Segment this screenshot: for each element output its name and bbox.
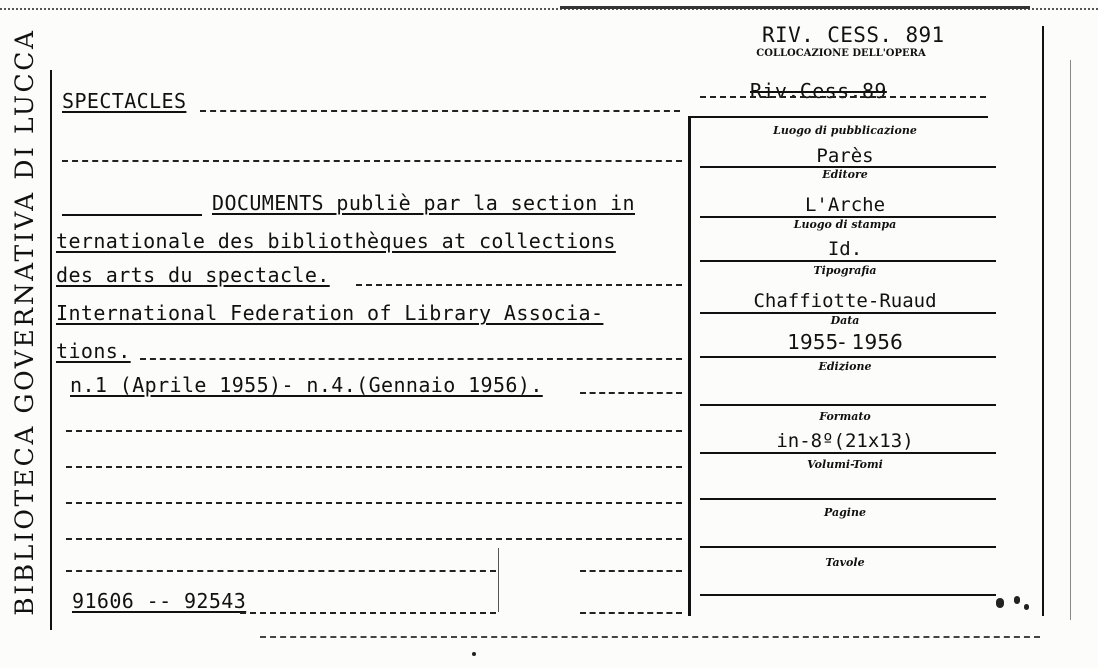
blank-rule-1: [62, 160, 682, 162]
heading-rule: [200, 110, 680, 112]
blank-rule-7: [580, 570, 682, 572]
field-rule-9: [700, 546, 996, 548]
scan-speck: [1024, 604, 1029, 610]
line-5-rule: [140, 358, 682, 360]
right-panel-top-border: [688, 116, 988, 118]
heading-rule-right: [700, 96, 986, 98]
scan-speck: [996, 598, 1004, 608]
field-rule-8: [700, 498, 996, 500]
entry-line-6: n.1 (Aprile 1955)- n.4.(Gennaio 1956).: [70, 373, 543, 397]
inventory-rule: [240, 612, 496, 614]
field-label-plates: Tavole: [825, 556, 865, 569]
field-label-publisher: Editore: [822, 168, 868, 181]
bottom-edge-noise: [260, 636, 1040, 638]
overstruck-call-number: Riv.Cess.89: [750, 79, 887, 103]
blank-rule-6: [66, 570, 496, 572]
field-label-printer: Tipografia: [813, 264, 877, 277]
field-label-publication-place: Luogo di pubblicazione: [773, 124, 917, 137]
field-rule-10: [700, 594, 996, 596]
inventory-divider: [498, 548, 499, 612]
top-edge-line: [560, 6, 1030, 9]
field-rule-5: [700, 356, 996, 358]
field-value-printer: Chaffiotte-Ruaud: [753, 290, 937, 312]
blank-rule-2: [66, 430, 682, 432]
blank-rule-5: [66, 538, 682, 540]
field-label-volumes: Volumi-Tomi: [807, 458, 883, 471]
inventory-rule-right: [580, 612, 682, 614]
field-rule-3: [700, 260, 996, 262]
field-label-date: Data: [830, 314, 860, 327]
inventory-numbers: 91606 -- 92543: [72, 589, 247, 613]
line-3-rule: [356, 284, 682, 286]
field-label-edition: Edizione: [818, 360, 872, 373]
line-6-rule: [580, 392, 682, 394]
field-rule-6: [700, 404, 996, 406]
right-edge-noise: [1070, 60, 1071, 620]
card-right-border: [1042, 26, 1044, 616]
field-rule-7: [700, 452, 996, 454]
field-value-printing-place: Id.: [827, 238, 863, 260]
entry-line-2: ternationale des bibliothèques at collections: [56, 229, 616, 253]
blank-rule-3: [66, 466, 682, 468]
author-blank-rule: [62, 214, 202, 216]
entry-heading: SPECTACLES: [62, 89, 187, 113]
blank-rule-4: [66, 502, 682, 504]
field-label-pages: Pagine: [824, 506, 866, 519]
call-number: RIV. CESS. 891: [762, 23, 945, 47]
field-label-printing-place: Luogo di stampa: [793, 218, 897, 231]
scan-speck: [472, 652, 476, 656]
field-value-publication-place: Parès: [816, 145, 874, 167]
entry-line-4: International Federation of Library Associa-: [56, 301, 604, 325]
right-panel-left-border: [688, 116, 691, 616]
field-label-format: Formato: [819, 410, 871, 423]
entry-line-1: DOCUMENTS publiè par la section in: [212, 191, 635, 215]
collocation-label: COLLOCAZIONE DELL'OPERA: [756, 48, 926, 59]
field-value-publisher: L'Arche: [804, 194, 886, 216]
entry-line-5: tions.: [56, 339, 131, 363]
field-value-date: 1955- 1956: [787, 330, 903, 354]
scan-speck: [1014, 596, 1020, 604]
entry-line-3: des arts du spectacle.: [56, 263, 330, 287]
field-value-format: in-8º(21x13): [776, 430, 914, 452]
library-name: BIBLIOTECA GOVERNATIVA DI LUCCA: [10, 28, 39, 616]
left-margin-rule: [50, 70, 52, 630]
